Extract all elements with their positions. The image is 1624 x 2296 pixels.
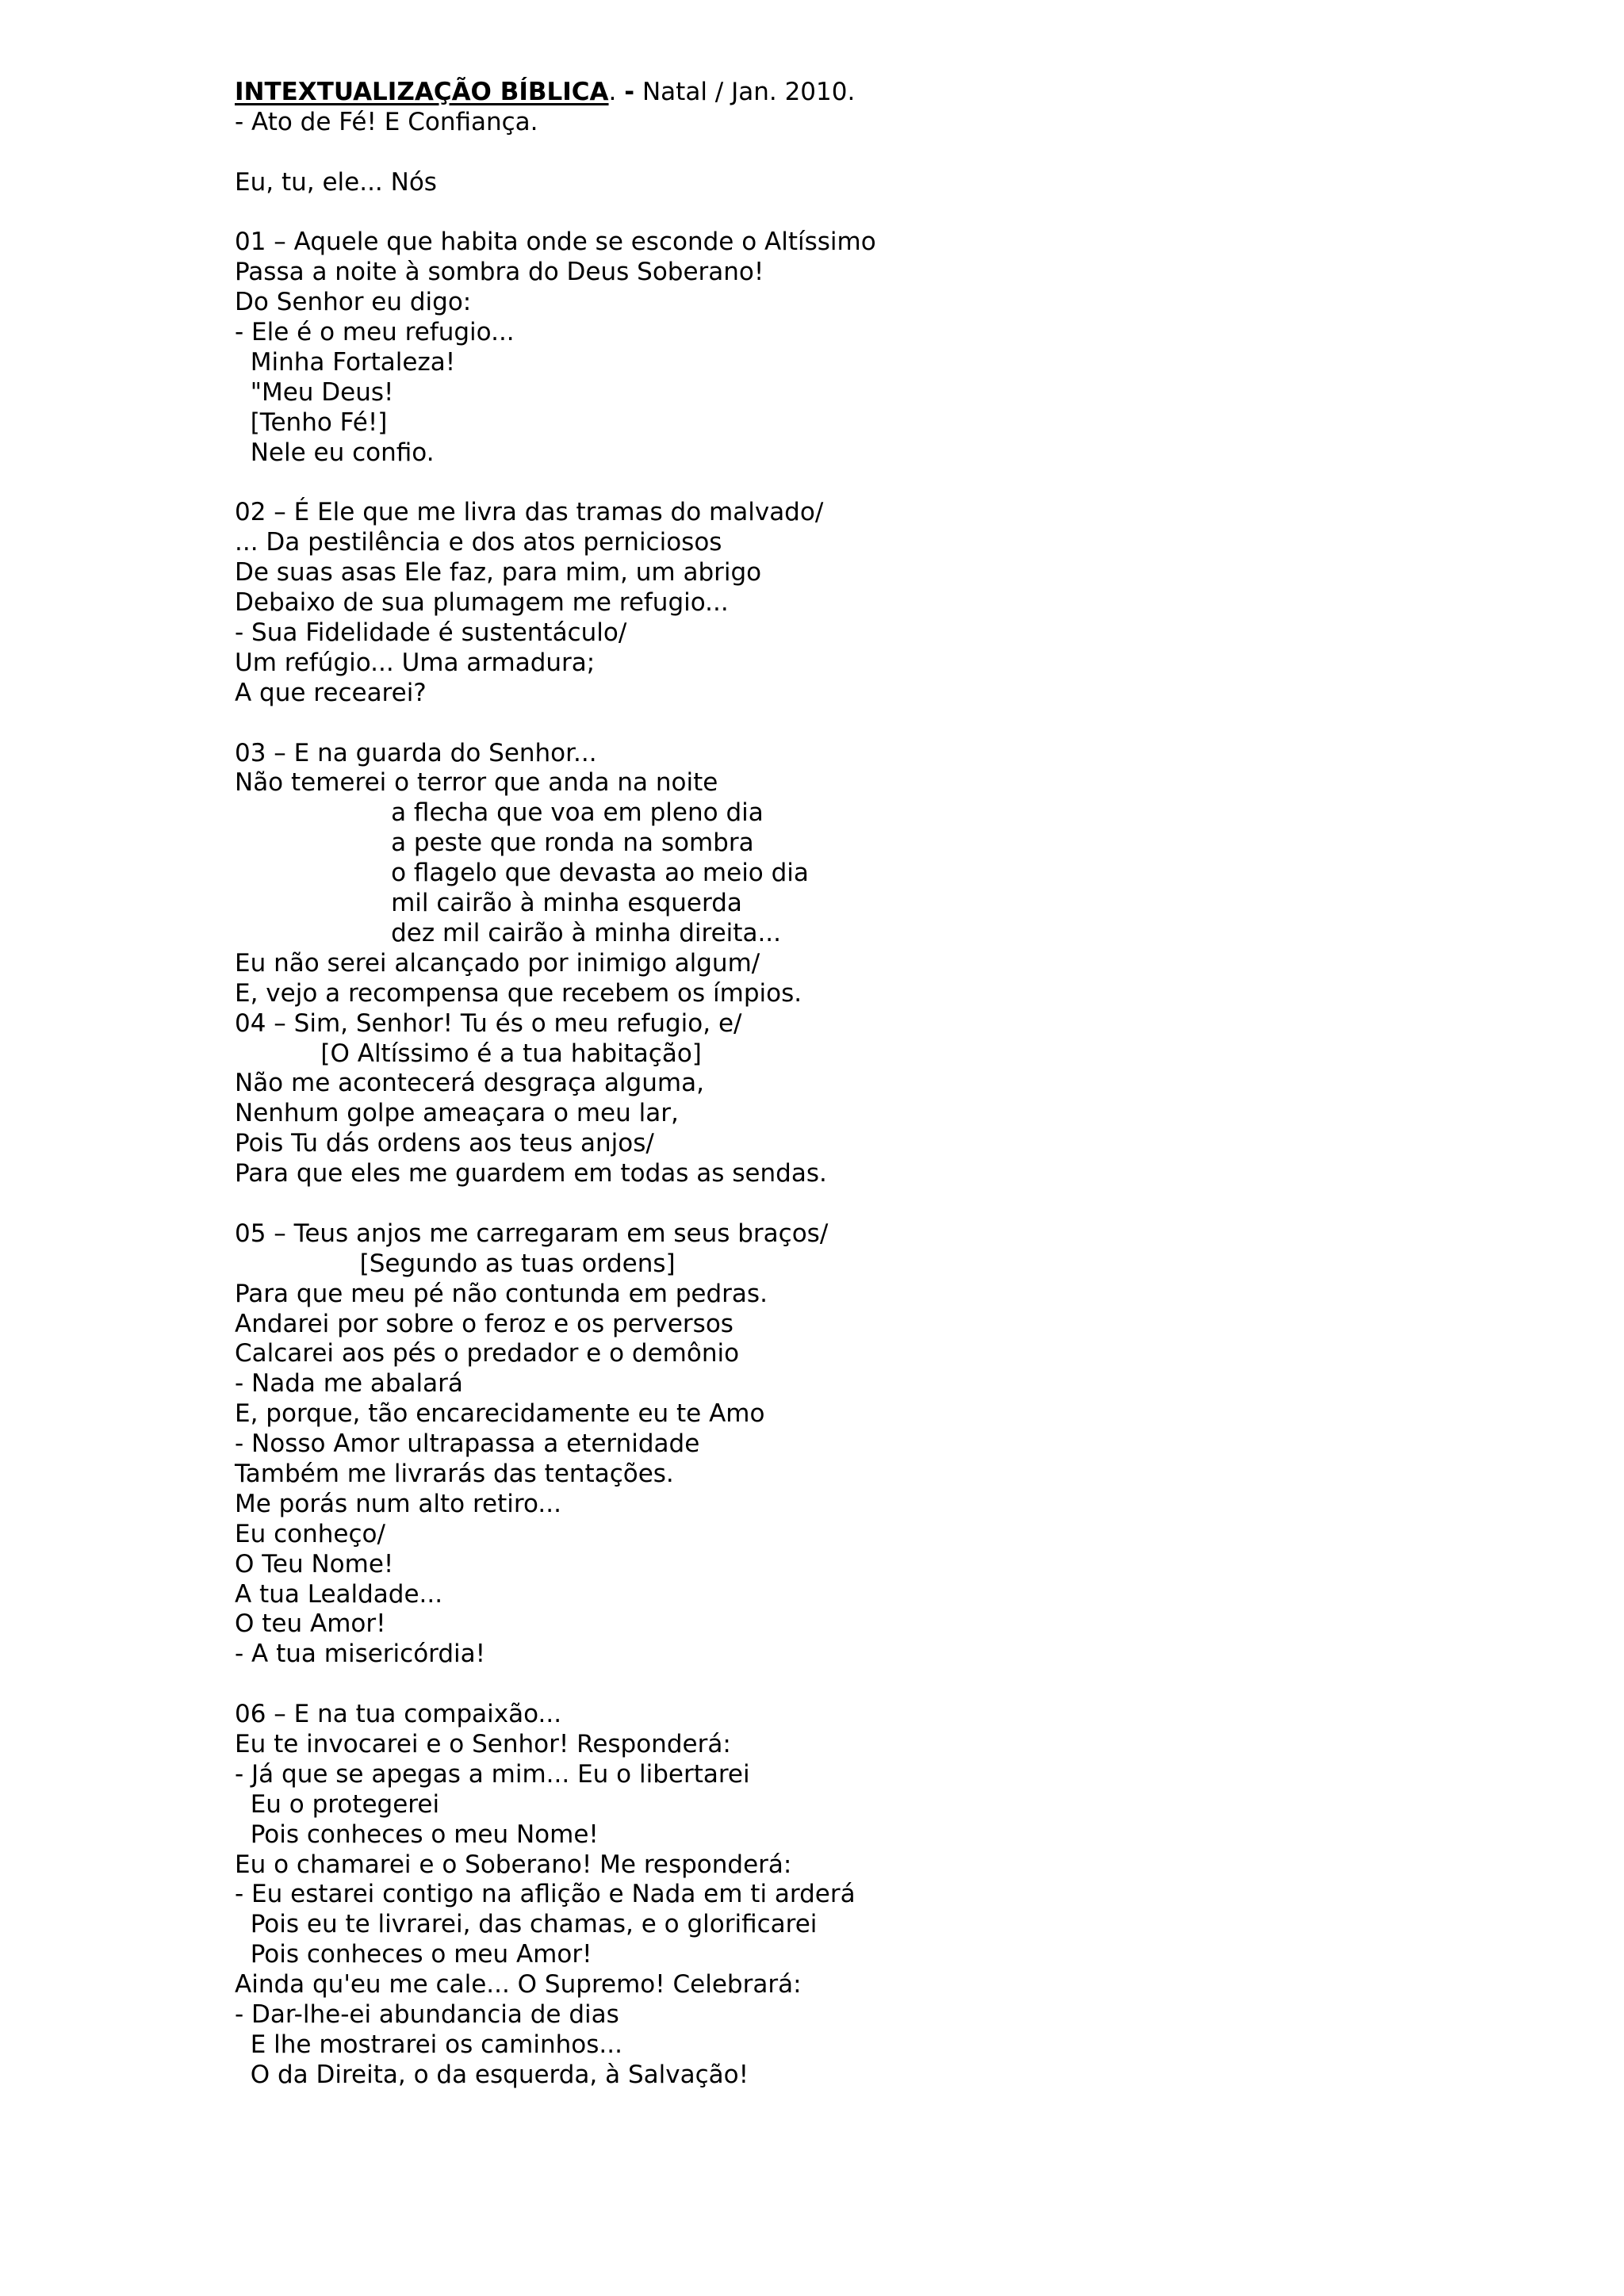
blank-line [235,138,1583,168]
poem-line: ... Da pestilência e dos atos perniciosos [235,528,722,557]
blank-line [235,1189,1583,1219]
poem-line: Eu o protegerei [235,1789,440,1819]
poem-line: o flagelo que devasta ao meio dia [235,859,809,888]
poem-line: A que recearei? [235,678,427,707]
poem-line: E, vejo a recompensa que recebem os ímpios. [235,978,802,1008]
poem-line: 05 – Teus anjos me carregaram em seus braços/ [235,1219,829,1248]
poem-line: 02 – É Ele que me livra das tramas do malvado/ [235,498,824,527]
poem-line: 03 – E na guarda do Senhor... [235,738,597,767]
poem-line: Eu te invocarei e o Senhor! Responderá: [235,1729,731,1758]
blank-line [235,469,1583,499]
poem-line: Pois conheces o meu Nome! [235,1820,599,1849]
poem-line: a peste que ronda na sombra [235,828,754,858]
poem-line: [Tenho Fé!] [235,408,388,437]
poem-line: Não me acontecerá desgraça alguma, [235,1069,704,1098]
poem-body [235,78,1583,2091]
poem-line: - Ele é o meu refugio... [235,318,515,347]
poem-line: Minha Fortaleza! [235,348,456,377]
poem-line: Nele eu confio. [235,438,435,467]
title-separator: . [608,78,625,106]
poem-line: O da Direita, o da esquerda, à Salvação! [235,2060,749,2089]
poem-line: Para que meu pé não contunda em pedras. [235,1279,768,1308]
poem-line: Um refúgio... Uma armadura; [235,648,596,677]
poem-line: Não temerei o terror que anda na noite [235,768,718,798]
poem-line: - Ato de Fé! E Confiança. [235,107,538,136]
poem-line: Nenhum golpe ameaçara o meu lar, [235,1099,679,1128]
poem-line: Ainda qu'eu me cale... O Supremo! Celebrará: [235,1970,802,1999]
title-date: Natal / Jan. 2010. [634,78,856,106]
poem-line: E, porque, tão encarecidamente eu te Amo [235,1399,765,1429]
poem-line: Debaixo de sua plumagem me refugio... [235,588,729,618]
poem-line: Pois eu te livrarei, das chamas, e o glorificarei [235,1910,818,1939]
poem-line: Do Senhor eu digo: [235,288,472,317]
poem-line: Eu o chamarei e o Soberano! Me responderá: [235,1850,792,1879]
poem-line: Passa a noite à sombra do Deus Soberano! [235,258,764,287]
poem-line: "Meu Deus! [235,377,394,407]
poem-line: a flecha que voa em pleno dia [235,798,764,828]
blank-line [235,709,1583,739]
poem-line: Andarei por sobre o feroz e os perversos [235,1309,733,1338]
poem-line: De suas asas Ele faz, para mim, um abrigo [235,558,762,587]
poem-line: 04 – Sim, Senhor! Tu és o meu refugio, e/ [235,1008,742,1038]
blank-line [235,1670,1583,1700]
blank-line [235,198,1583,228]
poem-line: Me porás num alto retiro... [235,1489,561,1518]
poem-line: O teu Amor! [235,1609,386,1639]
poem-line: - Nosso Amor ultrapassa a eternidade [235,1429,700,1459]
poem-line: [Segundo as tuas ordens] [235,1249,676,1278]
poem-line: - Eu estarei contigo na aflição e Nada em ti arderá [235,1880,856,1909]
poem-line: Eu, tu, ele... Nós [235,167,437,197]
poem-line: Eu não serei alcançado por inimigo algum/ [235,948,760,978]
poem-lines [235,108,1583,2091]
poem-line: O Teu Nome! [235,1549,394,1578]
poem-line: - A tua misericórdia! [235,1640,486,1669]
poem-line: dez mil cairão à minha direita... [235,918,782,947]
poem-line: - Já que se apegas a mim... Eu o libertarei [235,1759,750,1789]
poem-line: Para que eles me guardem em todas as sendas. [235,1159,827,1188]
poem-line: A tua Lealdade... [235,1579,443,1609]
poem-line: E lhe mostrarei os caminhos... [235,2030,622,2059]
poem-line: 01 – Aquele que habita onde se esconde o Altíssimo [235,228,876,257]
poem-line: Calcarei aos pés o predador e o demônio [235,1339,740,1368]
poem-line: Também me livrarás das tentações. [235,1459,674,1488]
document-title: INTEXTUALIZAÇÃO BÍBLICA [235,78,609,106]
poem-line: Pois Tu dás ordens aos teus anjos/ [235,1129,654,1158]
title-dash: - [624,78,635,106]
poem-line: [O Altíssimo é a tua habitação] [235,1039,702,1068]
poem-line: Pois conheces o meu Amor! [235,1940,592,1969]
document-title-line [235,78,1583,108]
poem-line: Eu conheço/ [235,1519,385,1548]
poem-line: - Nada me abalará [235,1369,463,1399]
poem-line: 06 – E na tua compaixão... [235,1700,562,1729]
poem-line: - Sua Fidelidade é sustentáculo/ [235,618,627,648]
poem-line: mil cairão à minha esquerda [235,889,742,918]
poem-line: - Dar-lhe-ei abundancia de dias [235,2000,619,2029]
